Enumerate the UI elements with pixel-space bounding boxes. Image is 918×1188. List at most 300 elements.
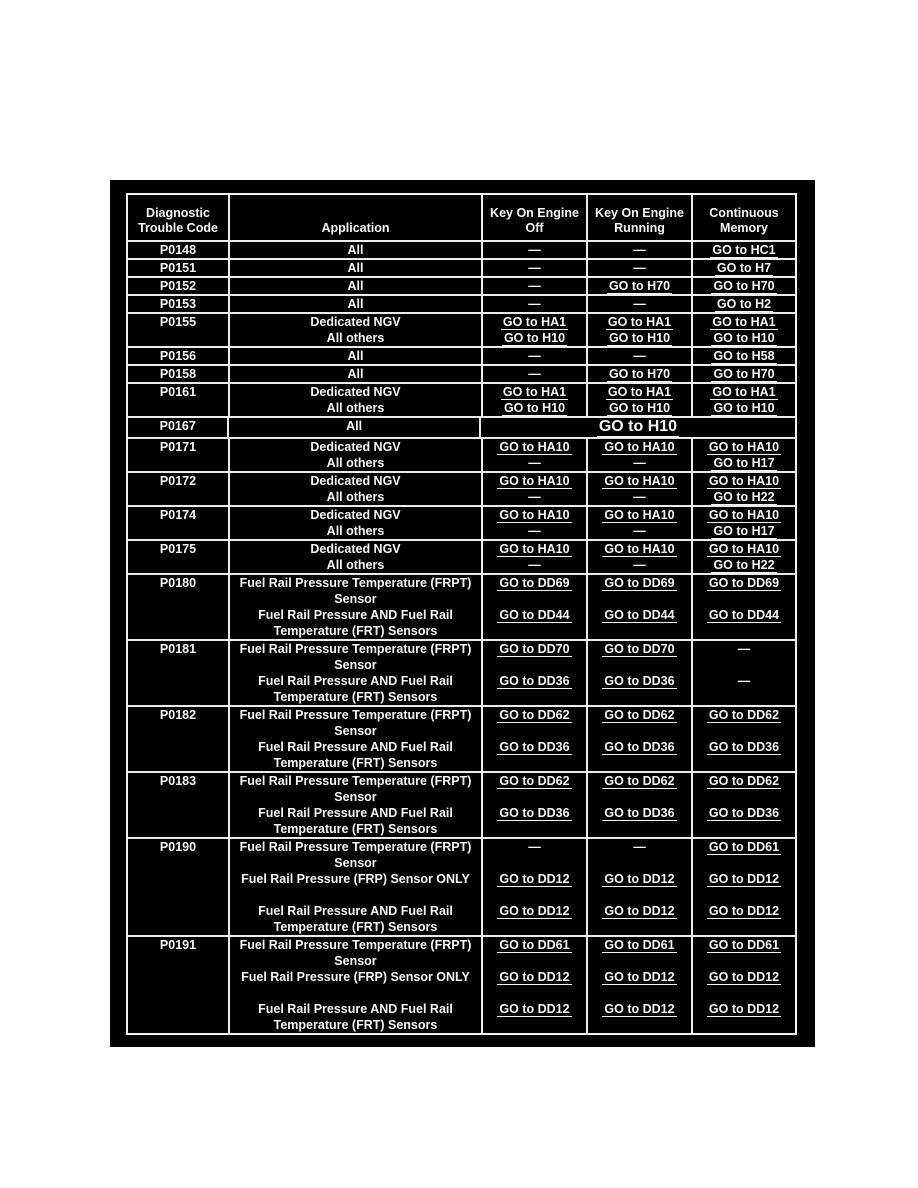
go-to-link[interactable]: GO to H10	[608, 331, 671, 345]
result-group	[588, 839, 691, 871]
code-cell	[128, 707, 230, 771]
application-cell	[230, 296, 483, 312]
dash-placeholder: —	[737, 674, 751, 688]
table-row-P0180	[128, 573, 795, 639]
result-group	[693, 969, 795, 985]
application-group	[229, 418, 479, 434]
go-to-link[interactable]: GO to HA10	[708, 440, 780, 454]
koer-cell	[588, 473, 693, 505]
koer-cell	[588, 384, 693, 416]
result-group	[483, 439, 586, 455]
cm-cell	[693, 773, 795, 837]
application-group	[230, 557, 481, 573]
result-group	[588, 641, 691, 673]
cm-cell	[693, 278, 795, 294]
application-line: Temperature (FRT) Sensors	[273, 822, 438, 836]
header-label: Key On Engine	[490, 206, 579, 220]
result-group	[588, 242, 691, 258]
cm-cell	[693, 707, 795, 771]
go-to-link[interactable]: GO to H70	[608, 367, 671, 381]
koer-cell	[588, 439, 693, 471]
table-row-P0158	[128, 364, 795, 382]
go-to-link[interactable]: GO to H58	[713, 349, 775, 363]
go-to-link[interactable]: GO to HA10	[708, 542, 780, 556]
go-to-link[interactable]: GO to DD44	[604, 608, 675, 622]
dtc-code: P0180	[159, 576, 197, 590]
go-to-link[interactable]: GO to H70	[713, 279, 775, 293]
application-cell	[230, 937, 483, 1033]
go-to-link[interactable]: GO to DD69	[499, 576, 570, 590]
result-group	[483, 673, 586, 705]
code-cell	[128, 541, 230, 573]
koeo-cell	[483, 296, 588, 312]
application-group	[230, 260, 481, 276]
dtc-code: P0182	[159, 708, 197, 722]
cm-cell	[693, 839, 795, 935]
result-group	[693, 314, 795, 330]
application-line: Dedicated NGV	[310, 315, 401, 329]
application-line: Fuel Rail Pressure (FRP) Sensor ONLY	[241, 872, 470, 886]
header-koer	[588, 195, 693, 240]
dtc-code: P0151	[159, 261, 197, 275]
result-group	[483, 1001, 586, 1033]
application-line: Fuel Rail Pressure AND Fuel Rail	[258, 608, 453, 622]
application-group	[230, 673, 481, 705]
go-to-link[interactable]: GO to DD36	[708, 740, 780, 754]
result-group	[588, 296, 691, 312]
koeo-cell	[483, 541, 588, 573]
dash-placeholder: —	[633, 243, 646, 257]
table-row-P0172	[128, 471, 795, 505]
result-group	[693, 557, 795, 573]
result-group	[588, 969, 691, 985]
koer-cell	[588, 260, 693, 276]
go-to-link[interactable]: GO to HA10	[604, 508, 675, 522]
application-group	[230, 871, 481, 887]
go-to-link[interactable]: GO to HA1	[607, 315, 672, 329]
go-to-link[interactable]: GO to DD36	[604, 740, 675, 754]
application-group	[230, 455, 481, 471]
dtc-code: P0156	[159, 349, 197, 363]
dash-placeholder: —	[633, 349, 646, 363]
application-group	[230, 839, 481, 871]
result-group	[693, 384, 795, 400]
go-to-link[interactable]: GO to DD61	[499, 938, 570, 952]
result-group	[693, 575, 795, 607]
result-group	[588, 557, 691, 573]
code-cell	[128, 439, 230, 471]
application-line: Fuel Rail Pressure AND Fuel Rail	[258, 674, 453, 688]
application-line: All others	[326, 401, 385, 415]
cm-cell	[693, 439, 795, 471]
go-to-link[interactable]: GO to DD69	[604, 576, 675, 590]
go-to-link[interactable]: GO to DD12	[604, 1002, 675, 1016]
table-row-P0151	[128, 258, 795, 276]
go-to-link[interactable]: GO to HA10	[499, 474, 570, 488]
go-to-link[interactable]: GO to HC1	[712, 243, 776, 257]
result-group	[588, 439, 691, 455]
go-to-link[interactable]: GO to DD44	[499, 608, 570, 622]
dash-placeholder: —	[528, 261, 541, 275]
result-group	[483, 707, 586, 739]
application-group	[230, 607, 481, 639]
go-to-link[interactable]: GO to H10	[598, 418, 678, 435]
go-to-link[interactable]: GO to H70	[713, 367, 775, 381]
application-cell	[230, 773, 483, 837]
application-cell	[230, 348, 483, 364]
application-line: All others	[326, 490, 385, 504]
koeo-cell	[483, 439, 588, 471]
result-group	[588, 575, 691, 607]
application-group	[230, 278, 481, 294]
application-line: Dedicated NGV	[310, 542, 401, 556]
header-label: Trouble Code	[138, 221, 218, 235]
application-line: All	[347, 243, 364, 257]
header-label: Diagnostic	[146, 206, 210, 220]
application-cell	[230, 541, 483, 573]
cm-cell	[693, 366, 795, 382]
go-to-link[interactable]: GO to HA10	[708, 474, 780, 488]
application-group	[230, 314, 481, 330]
dash-placeholder: —	[528, 297, 541, 311]
result-group	[693, 473, 795, 489]
application-group	[230, 366, 481, 382]
result-group	[588, 673, 691, 705]
dtc-code: P0181	[159, 642, 197, 656]
koer-cell	[588, 839, 693, 935]
koeo-cell	[483, 384, 588, 416]
application-cell	[230, 641, 483, 705]
application-line: Temperature (FRT) Sensors	[273, 624, 438, 638]
go-to-link[interactable]: GO to HA1	[502, 315, 567, 329]
header-koeo	[483, 195, 588, 240]
application-cell	[230, 314, 483, 346]
header-code	[128, 195, 230, 240]
application-group	[230, 439, 481, 455]
result-group	[693, 366, 795, 382]
application-line: All	[347, 261, 364, 275]
code-cell	[128, 937, 230, 1033]
go-to-link[interactable]: GO to H17	[713, 524, 775, 538]
application-line: Sensor	[334, 954, 377, 968]
go-to-link[interactable]: GO to DD62	[604, 708, 675, 722]
cm-cell	[693, 242, 795, 258]
result-group	[483, 641, 586, 673]
go-to-link[interactable]: GO to HA10	[708, 508, 780, 522]
header-label: Continuous	[709, 206, 779, 220]
koer-cell	[588, 541, 693, 573]
result-group	[483, 348, 586, 364]
application-group	[230, 242, 481, 258]
code-cell	[128, 575, 230, 639]
go-to-link[interactable]: GO to H10	[503, 331, 566, 345]
code-cell	[128, 641, 230, 705]
go-to-link[interactable]: GO to H10	[713, 331, 775, 345]
result-group	[588, 400, 691, 416]
koeo-cell	[483, 278, 588, 294]
application-group	[230, 887, 481, 903]
header-label: Off	[525, 221, 544, 235]
dtc-code: P0172	[159, 474, 197, 488]
result-group	[483, 969, 586, 985]
result-group	[588, 887, 691, 903]
result-group	[483, 400, 586, 416]
cm-cell	[693, 641, 795, 705]
go-to-link[interactable]: GO to DD12	[604, 904, 675, 918]
go-to-link[interactable]: GO to DD12	[708, 904, 780, 918]
go-to-link[interactable]: GO to DD36	[499, 806, 570, 820]
application-cell	[230, 384, 483, 416]
application-group	[230, 296, 481, 312]
go-to-link[interactable]: GO to DD12	[499, 970, 570, 984]
result-group	[588, 330, 691, 346]
result-group	[588, 348, 691, 364]
code-cell	[128, 314, 230, 346]
koeo-cell	[483, 707, 588, 771]
cm-cell	[693, 260, 795, 276]
application-cell	[229, 418, 481, 437]
header-label: Running	[614, 221, 665, 235]
koeo-cell	[483, 348, 588, 364]
result-group	[588, 541, 691, 557]
dtc-code: P0171	[159, 440, 197, 454]
go-to-link[interactable]: GO to DD61	[708, 938, 780, 952]
go-to-link[interactable]: GO to DD12	[604, 872, 675, 886]
koer-cell	[588, 937, 693, 1033]
application-line: All others	[326, 456, 385, 470]
go-to-link[interactable]: GO to HA1	[502, 385, 567, 399]
application-group	[230, 473, 481, 489]
application-line: Temperature (FRT) Sensors	[273, 690, 438, 704]
result-group	[588, 985, 691, 1001]
go-to-link[interactable]: GO to H22	[713, 490, 775, 504]
dtc-code: P0191	[159, 938, 197, 952]
application-line: Fuel Rail Pressure Temperature (FRPT)	[239, 708, 472, 722]
go-to-link[interactable]: GO to DD36	[604, 674, 675, 688]
result-group	[483, 557, 586, 573]
application-line: Fuel Rail Pressure Temperature (FRPT)	[239, 774, 472, 788]
result-group	[693, 805, 795, 837]
go-to-link[interactable]: GO to DD36	[708, 806, 780, 820]
dash-placeholder: —	[528, 558, 541, 572]
go-to-link[interactable]: GO to DD61	[708, 840, 780, 854]
result-group	[588, 260, 691, 276]
go-to-link[interactable]: GO to H22	[713, 558, 775, 572]
result-group	[483, 871, 586, 887]
application-line: All	[347, 279, 364, 293]
go-to-link[interactable]: GO to H10	[503, 401, 566, 415]
result-group	[693, 242, 795, 258]
application-line: Sensor	[334, 790, 377, 804]
application-group	[230, 969, 481, 985]
go-to-link[interactable]: GO to DD70	[604, 642, 675, 656]
result-group	[483, 384, 586, 400]
application-line: Sensor	[334, 658, 377, 672]
code-cell	[128, 242, 230, 258]
result-group	[693, 455, 795, 471]
result-group	[693, 1001, 795, 1033]
result-group	[693, 985, 795, 1001]
result-group	[693, 278, 795, 294]
result-group	[483, 607, 586, 639]
result-group	[483, 507, 586, 523]
go-to-link[interactable]: GO to DD62	[499, 774, 570, 788]
go-to-link[interactable]: GO to DD12	[499, 904, 570, 918]
go-to-link[interactable]: GO to H17	[713, 456, 775, 470]
application-line: All	[346, 419, 363, 433]
application-line: Fuel Rail Pressure AND Fuel Rail	[258, 1002, 453, 1016]
go-to-link[interactable]: GO to DD69	[708, 576, 780, 590]
merged-result-cell	[481, 418, 795, 437]
application-line: Fuel Rail Pressure AND Fuel Rail	[258, 740, 453, 754]
result-group	[588, 523, 691, 539]
application-group	[230, 384, 481, 400]
result-group	[588, 607, 691, 639]
application-group	[230, 805, 481, 837]
result-group	[588, 489, 691, 505]
table-row-P0182	[128, 705, 795, 771]
application-group	[230, 985, 481, 1001]
go-to-link[interactable]: GO to HA10	[604, 542, 675, 556]
result-group	[693, 641, 795, 673]
dash-placeholder: —	[528, 456, 541, 470]
dash-placeholder: —	[633, 524, 646, 538]
application-cell	[230, 507, 483, 539]
go-to-link[interactable]: GO to DD61	[604, 938, 675, 952]
application-line: Fuel Rail Pressure Temperature (FRPT)	[239, 642, 472, 656]
go-to-link[interactable]: GO to HA1	[712, 315, 776, 329]
table-row-P0167	[128, 416, 795, 437]
result-group	[483, 473, 586, 489]
go-to-link[interactable]: GO to HA1	[712, 385, 776, 399]
application-line: All others	[326, 524, 385, 538]
go-to-link[interactable]: GO to DD36	[499, 674, 570, 688]
result-group	[693, 839, 795, 871]
result-group	[483, 489, 586, 505]
application-line: All	[347, 297, 364, 311]
go-to-link[interactable]: GO to DD12	[708, 1002, 780, 1016]
result-group	[588, 384, 691, 400]
go-to-link[interactable]: GO to DD36	[604, 806, 675, 820]
go-to-link[interactable]: GO to DD12	[604, 970, 675, 984]
koer-cell	[588, 641, 693, 705]
code-cell	[128, 507, 230, 539]
result-group	[693, 523, 795, 539]
dtc-code: P0148	[159, 243, 197, 257]
result-group	[588, 739, 691, 771]
go-to-link[interactable]: GO to DD36	[499, 740, 570, 754]
result-group	[483, 739, 586, 771]
koer-cell	[588, 348, 693, 364]
table-row-P0171	[128, 437, 795, 471]
go-to-link[interactable]: GO to H7	[716, 261, 772, 275]
go-to-link[interactable]: GO to HA10	[604, 440, 675, 454]
result-group	[483, 242, 586, 258]
go-to-link[interactable]: GO to HA10	[499, 440, 570, 454]
application-line: All	[347, 367, 364, 381]
go-to-link[interactable]: GO to H2	[716, 297, 772, 311]
application-cell	[230, 707, 483, 771]
application-group	[230, 903, 481, 935]
go-to-link[interactable]: GO to DD70	[499, 642, 570, 656]
dash-placeholder: —	[528, 243, 541, 257]
application-line: Fuel Rail Pressure AND Fuel Rail	[258, 904, 453, 918]
result-group	[693, 400, 795, 416]
go-to-link[interactable]: GO to DD62	[708, 774, 780, 788]
dtc-code: P0183	[159, 774, 197, 788]
application-group	[230, 707, 481, 739]
dash-placeholder: —	[633, 558, 646, 572]
table-row-P0161	[128, 382, 795, 416]
go-to-link[interactable]: GO to H10	[713, 401, 775, 415]
dtc-table	[126, 193, 797, 1035]
dash-placeholder: —	[528, 490, 541, 504]
go-to-link[interactable]: GO to DD62	[499, 708, 570, 722]
result-group	[483, 296, 586, 312]
table-row-P0183	[128, 771, 795, 837]
application-cell	[230, 260, 483, 276]
table-row-P0153	[128, 294, 795, 312]
koer-cell	[588, 278, 693, 294]
result-group	[693, 507, 795, 523]
go-to-link[interactable]: GO to DD62	[708, 708, 780, 722]
go-to-link[interactable]: GO to HA10	[604, 474, 675, 488]
application-line: Dedicated NGV	[310, 385, 401, 399]
go-to-link[interactable]: GO to DD62	[604, 774, 675, 788]
dash-placeholder: —	[633, 261, 646, 275]
go-to-link[interactable]: GO to HA10	[499, 508, 570, 522]
application-line: Sensor	[334, 856, 377, 870]
go-to-link[interactable]: GO to H70	[608, 279, 671, 293]
go-to-link[interactable]: GO to DD12	[499, 872, 570, 886]
go-to-link[interactable]: GO to DD12	[708, 970, 780, 984]
table-row-P0191	[128, 935, 795, 1033]
result-group	[693, 773, 795, 805]
application-cell	[230, 839, 483, 935]
koeo-cell	[483, 641, 588, 705]
dash-placeholder: —	[633, 456, 646, 470]
cm-cell	[693, 384, 795, 416]
go-to-link[interactable]: GO to DD12	[499, 1002, 570, 1016]
application-group	[230, 641, 481, 673]
result-group	[483, 805, 586, 837]
application-group	[230, 937, 481, 969]
cm-cell	[693, 541, 795, 573]
table-row-P0156	[128, 346, 795, 364]
application-group	[230, 739, 481, 771]
cm-cell	[693, 348, 795, 364]
result-group	[693, 296, 795, 312]
application-line: Fuel Rail Pressure AND Fuel Rail	[258, 806, 453, 820]
table-row-P0174	[128, 505, 795, 539]
code-cell	[128, 839, 230, 935]
result-group	[693, 707, 795, 739]
header-label: Key On Engine	[595, 206, 684, 220]
go-to-link[interactable]: GO to HA1	[607, 385, 672, 399]
dtc-code: P0155	[159, 315, 197, 329]
application-group	[230, 507, 481, 523]
go-to-link[interactable]: GO to DD12	[708, 872, 780, 886]
dtc-code: P0161	[159, 385, 197, 399]
go-to-link[interactable]: GO to H10	[608, 401, 671, 415]
result-group	[483, 314, 586, 330]
table-row-P0152	[128, 276, 795, 294]
go-to-link[interactable]: GO to HA10	[499, 542, 570, 556]
result-group	[483, 366, 586, 382]
application-cell	[230, 575, 483, 639]
dash-placeholder: —	[633, 490, 646, 504]
go-to-link[interactable]: GO to DD44	[708, 608, 780, 622]
